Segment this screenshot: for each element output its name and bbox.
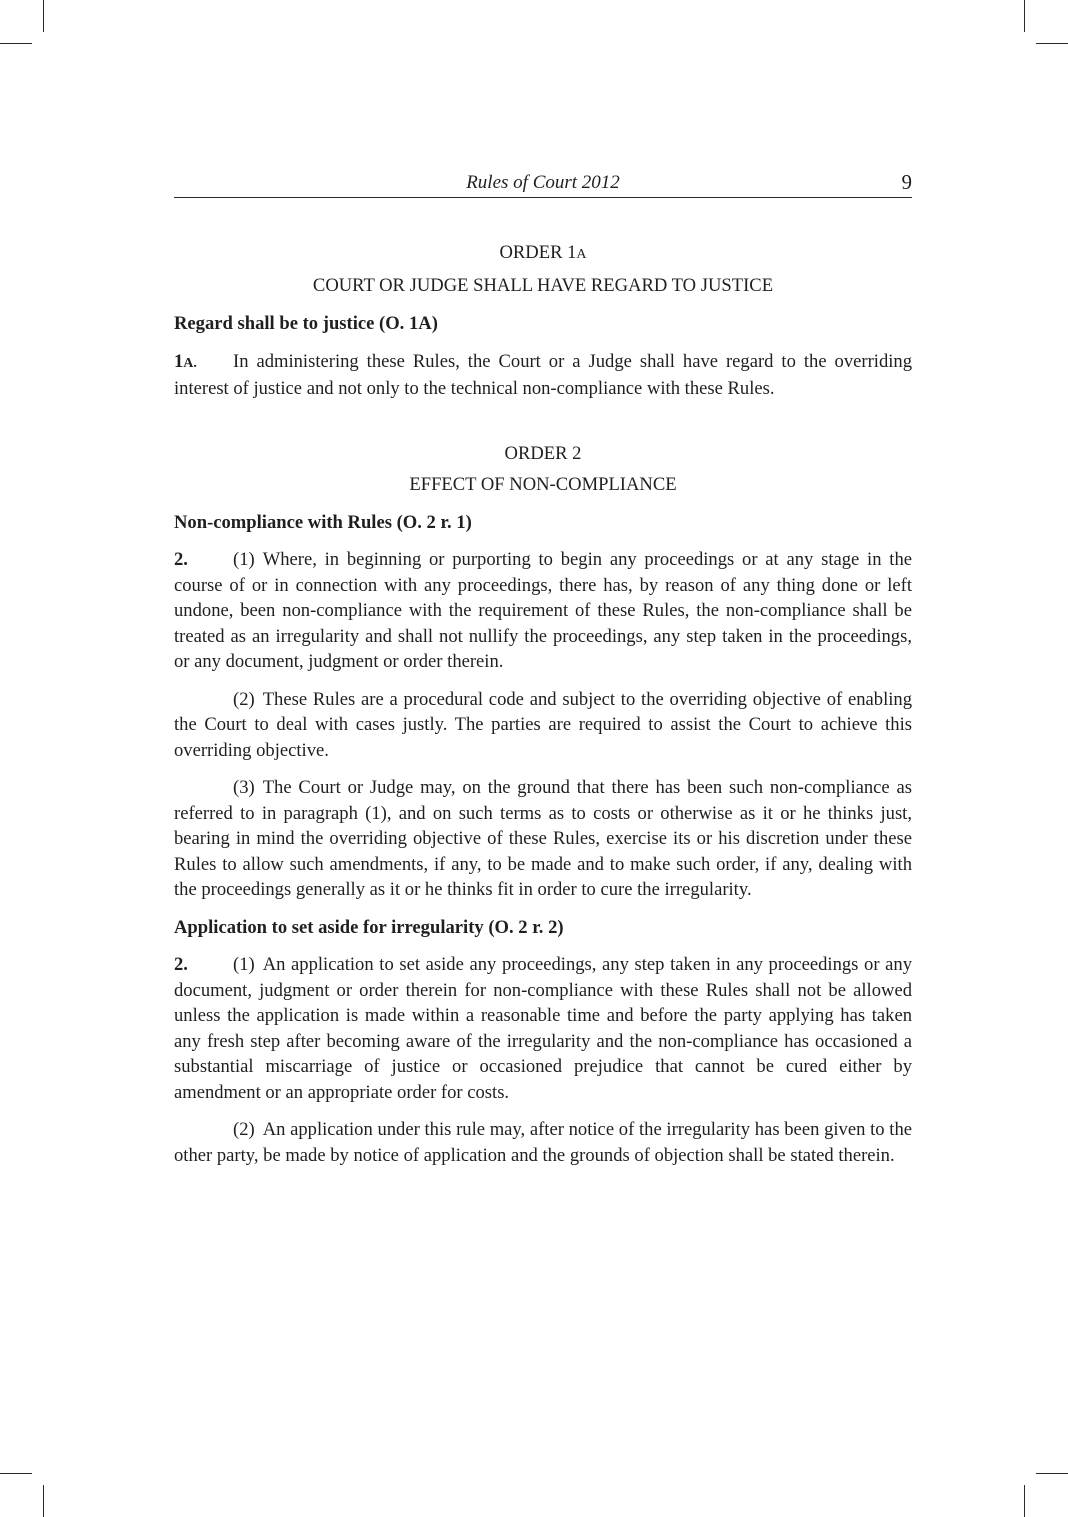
paragraph-label: (1) [233,549,255,570]
running-title: Rules of Court 2012 [466,172,620,193]
section-heading-set-aside: Application to set aside for irregularity (O. 2 r. 2) [174,916,564,938]
page-body [174,240,912,1168]
rule-2-2-paragraph-1 [174,952,912,1105]
rule-2-1-paragraph-1 [174,547,912,675]
paragraph-text: These Rules are a procedural code and subject to the overriding objective of enabling the Court to deal with cases justly. The parties are required to assist the Court to achieve this overriding objective. [174,688,912,761]
order-1a-title [174,240,912,268]
paragraph-label: (2) [233,688,255,710]
page-number: 9 [901,170,912,194]
paragraph-label: (2) [233,1119,255,1140]
paragraph-text: An application to set aside any proceedings, any step taken in any proceedings or any document, judgment or order therein for non-compliance with these Rules shall not be allowed unless the application is made within a reasonable time and before the party applying has taken any fresh step after becoming aware of the irregularity and the non-compliance has occasioned a substantial miscarriage of justice or occasioned prejudice that cannot be cured either by amendment or an appropriate order for costs. [174,954,912,1103]
order-2-title: ORDER 2 [504,442,582,464]
paragraph-label: (1) [233,954,255,975]
rule-1a-paragraph [174,349,912,402]
crop-mark-top-right-vertical [1024,0,1025,32]
rule-number: 2. [174,954,188,975]
running-header [174,170,912,198]
rule-number: 2. [174,549,188,570]
crop-mark-top-left-vertical [43,0,44,32]
crop-mark-top-left-horizontal [0,43,32,44]
paragraph-text: The Court or Judge may, on the ground that there has been such non-compliance as referred to in paragraph (1), and on such terms as to costs or otherwise as it or he thinks just, bearing in mind the overriding objective of these Rules, exercise its or his discretion under these Rules to allow such amendments, if any, to be made and to make such order, if any, dealing with the proceedings generally as it or he thinks fit in order to cure the irregularity. [174,777,912,900]
crop-mark-bottom-left-vertical [43,1485,44,1517]
order-1a-title-main: ORDER 1 [499,242,577,263]
crop-mark-top-right-horizontal [1036,43,1068,44]
rule-number-main: 1 [174,350,184,372]
paragraph-text: An application under this rule may, after notice of the irregularity has been given to the other party, be made by notice of application and the grounds of objection shall be stated therein. [174,1119,912,1166]
section-heading-regard-to-justice: Regard shall be to justice (O. 1A) [174,313,438,334]
rule-number [174,349,233,377]
crop-mark-bottom-right-horizontal [1036,1473,1068,1474]
rule-1a-text: In administering these Rules, the Court or a Judge shall have regard to the overriding interest of justice and not only to the technical non-compliance with these Rules. [174,350,912,399]
order-1a-heading: COURT OR JUDGE SHALL HAVE REGARD TO JUSTICE [312,275,774,296]
order-1a-title-suffix: A [576,247,587,262]
section-heading-non-compliance: Non-compliance with Rules (O. 2 r. 1) [174,511,472,533]
rule-2-1-paragraph-3 [174,775,912,903]
rule-number-suffix: A. [183,355,197,371]
order-2-heading: EFFECT OF NON-COMPLIANCE [409,473,677,495]
paragraph-text: Where, in beginning or purporting to begin any proceedings or at any stage in the course of or in connection with any proceedings, there has, by reason of any thing done or left undone, been non-compliance with the requirement of these Rules, the non-compliance shall be treated as an irregularity and shall not nullify the proceedings, any step taken in the proceedings, or any document, judgment or order therein. [174,549,912,672]
crop-mark-bottom-left-horizontal [0,1473,32,1474]
rule-2-1-paragraph-2 [174,687,912,764]
crop-mark-bottom-right-vertical [1024,1485,1025,1517]
paragraph-label: (3) [233,777,255,798]
rule-2-2-paragraph-2 [174,1117,912,1168]
